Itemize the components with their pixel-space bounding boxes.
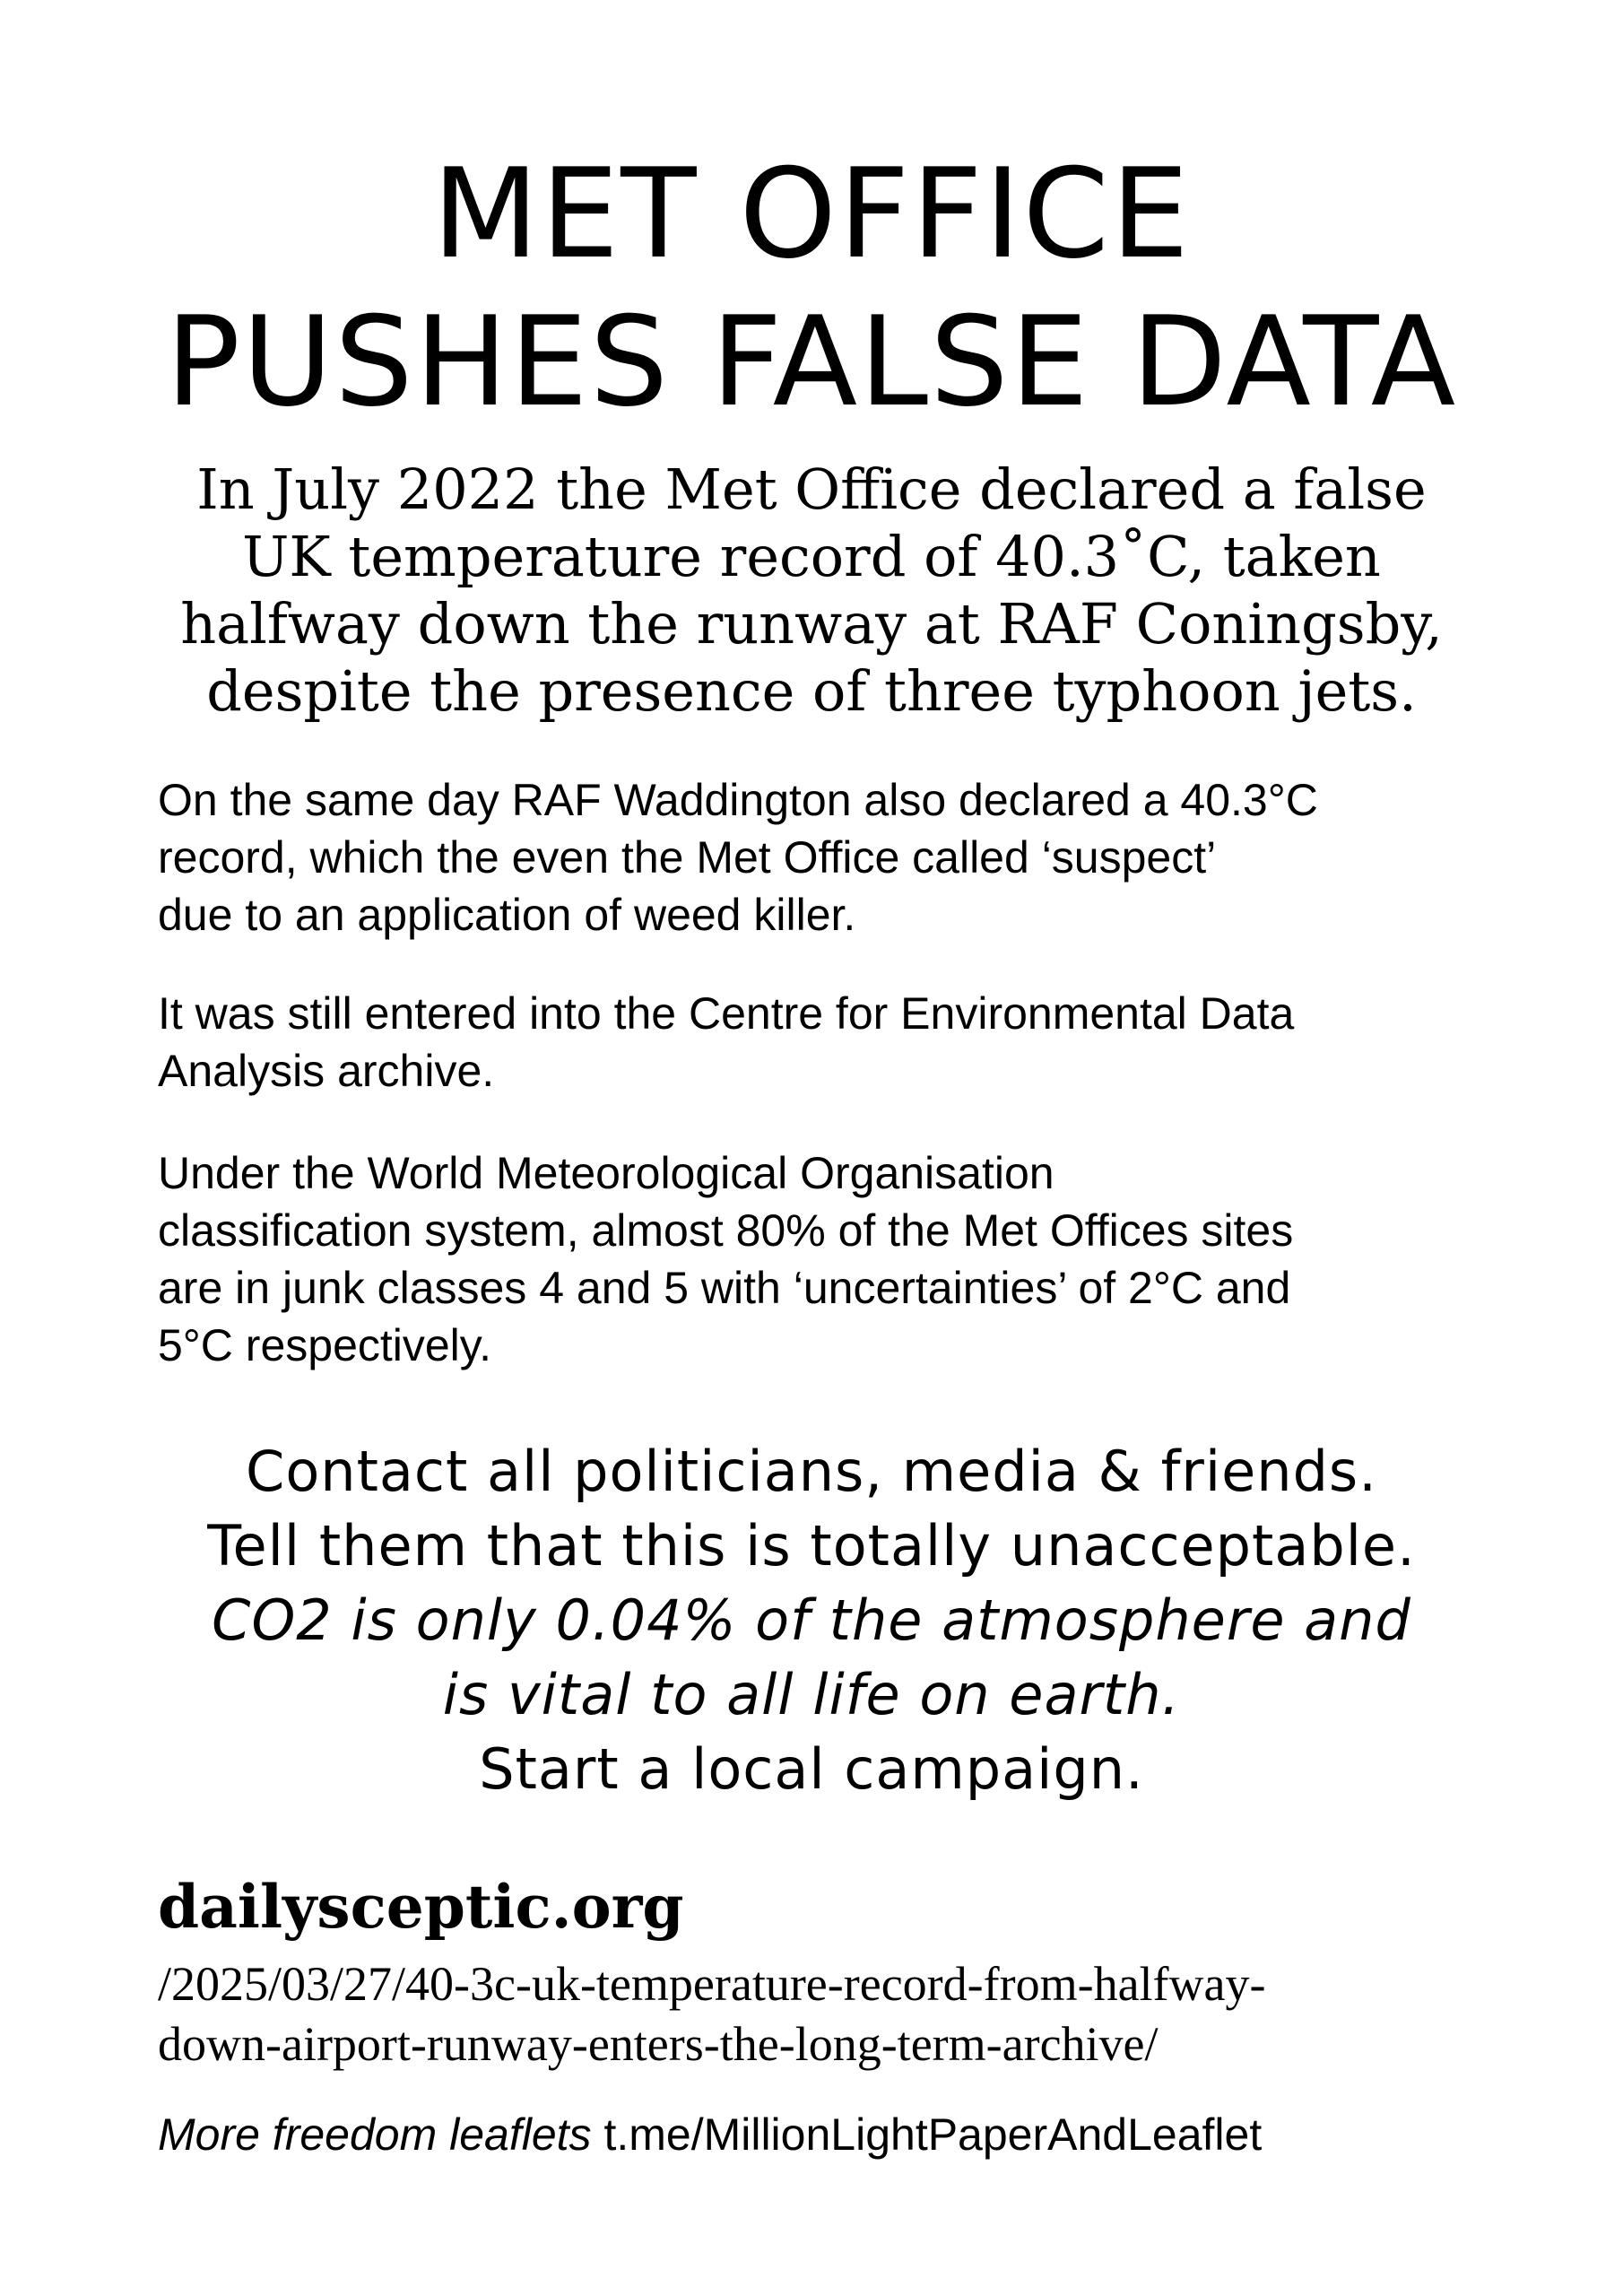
footer-link: t.me/MillionLightPaperAndLeaflet (603, 2109, 1263, 2160)
paragraph-waddington-line: On the same day RAF Waddington also declared a 40.3°C (158, 775, 1318, 825)
paragraph-waddington-line: due to an application of weed killer. (158, 890, 856, 940)
paragraph-archive-line: It was still entered into the Centre for Environmental Data (158, 988, 1295, 1039)
call-to-action-line: Tell them that this is totally unacceptable. (207, 1513, 1416, 1578)
footer (158, 2109, 1263, 2160)
paragraph-classification-line: 5°C respectively. (158, 1320, 491, 1370)
paragraph-classification-line: classification system, almost 80% of the Met Offices sites (158, 1205, 1294, 1256)
intro-line: halfway down the runway at RAF Coningsby, (180, 591, 1443, 657)
paragraph-archive-line: Analysis archive. (158, 1046, 495, 1096)
paragraph-waddington-line: record, which the even the Met Office called ‘suspect’ (158, 832, 1217, 883)
intro-line: In July 2022 the Met Office declared a false (196, 457, 1427, 522)
source-site: dailysceptic.org (158, 1872, 684, 1942)
intro-line: UK temperature record of 40.3˚C, taken (242, 524, 1381, 589)
headline-line-2: PUSHES FALSE DATA (165, 290, 1458, 434)
source-path-line: down-airport-runway-enters-the-long-term-archive/ (158, 2017, 1159, 2071)
intro-line: despite the presence of three typhoon jets. (206, 658, 1417, 724)
source-path-line: /2025/03/27/40-3c-uk-temperature-record-from-halfway- (158, 1957, 1266, 2011)
call-to-action-line: Contact all politicians, media & friends. (246, 1439, 1377, 1504)
paragraph-classification-line: Under the World Meteorological Organisation (158, 1148, 1055, 1198)
footer-label: More freedom leaflets (158, 2109, 592, 2160)
call-to-action-line: CO2 is only 0.04% of the atmosphere and (212, 1587, 1411, 1653)
paragraph-classification-line: are in junk classes 4 and 5 with ‘uncertainties’ of 2°C and (158, 1263, 1291, 1313)
call-to-action-line: is vital to all life on earth. (442, 1662, 1181, 1727)
headline-line-1: MET OFFICE (431, 142, 1192, 286)
call-to-action-line: Start a local campaign. (479, 1736, 1144, 1802)
